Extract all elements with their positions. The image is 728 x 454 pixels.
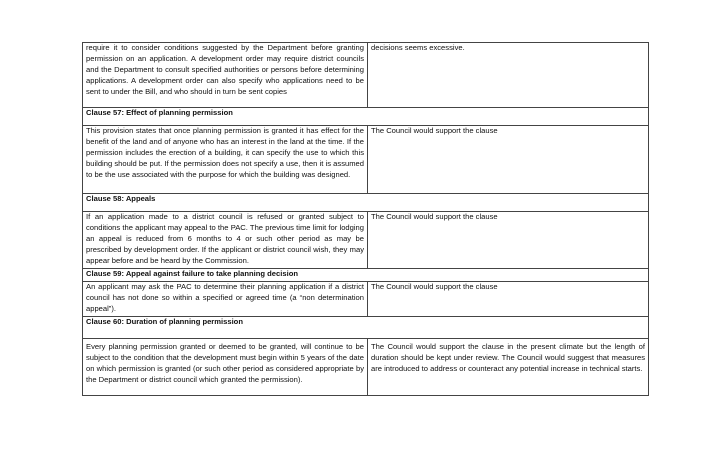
clause-60-heading: Clause 60: Duration of planning permission	[83, 316, 649, 338]
provision-description-cell: require it to consider conditions suggested by the Department before granting permission on an application. A development order may require district councils and the Department to consult specified authorities or persons before determining applications. A development order can also specify who applications need to be sent to under the Bill, and who should in turn be sent copies	[83, 43, 368, 108]
provision-description-cell: Every planning permission granted or deemed to be granted, will continue to be subject to the condition that the development must begin within 5 years of the date on which permission is granted (or such other period as considered appropriate by the Department or district council which granted the permission).	[83, 338, 368, 395]
table-row	[83, 281, 649, 316]
council-response-cell: The Council would support the clause	[368, 126, 649, 194]
council-response-cell: The Council would support the clause	[368, 212, 649, 269]
table-row	[83, 212, 649, 269]
council-response-cell: The Council would support the clause in the present climate but the length of duration should be kept under review. The Council would suggest that measures are introduced to address or counteract any potential increase in technical starts.	[368, 338, 649, 395]
clause-heading-row	[83, 269, 649, 282]
council-response-cell: The Council would support the clause	[368, 281, 649, 316]
council-response-cell: decisions seems excessive.	[368, 43, 649, 108]
clause-58-heading: Clause 58: Appeals	[83, 194, 649, 212]
clause-heading-row	[83, 194, 649, 212]
provision-description-cell: If an application made to a district council is refused or granted subject to conditions the applicant may appeal to the PAC. The previous time limit for lodging an appeal is reduced from 6 months to 4 or such other period as may be prescribed by development order. If the applicant or district council wish, they may appear before and be heard by the Commission.	[83, 212, 368, 269]
provision-description-cell: This provision states that once planning permission is granted it has effect for the benefit of the land and of anyone who has an interest in the land at the time. If the permission includes the erection of a building, it can specify the use to which this building should be put. If the permission does not specify a use, then it is assumed to be the use associated with the purpose for which the building was designed.	[83, 126, 368, 194]
clause-heading-row	[83, 108, 649, 126]
consultation-response-table	[82, 42, 649, 396]
provision-description-cell: An applicant may ask the PAC to determine their planning application if a district council has not done so within a specified or agreed time (a “non determination appeal”).	[83, 281, 368, 316]
table-row	[83, 338, 649, 395]
table-row	[83, 126, 649, 194]
clause-59-heading: Clause 59: Appeal against failure to take planning decision	[83, 269, 649, 282]
clause-heading-row	[83, 316, 649, 338]
table-row	[83, 43, 649, 108]
clause-57-heading: Clause 57: Effect of planning permission	[83, 108, 649, 126]
